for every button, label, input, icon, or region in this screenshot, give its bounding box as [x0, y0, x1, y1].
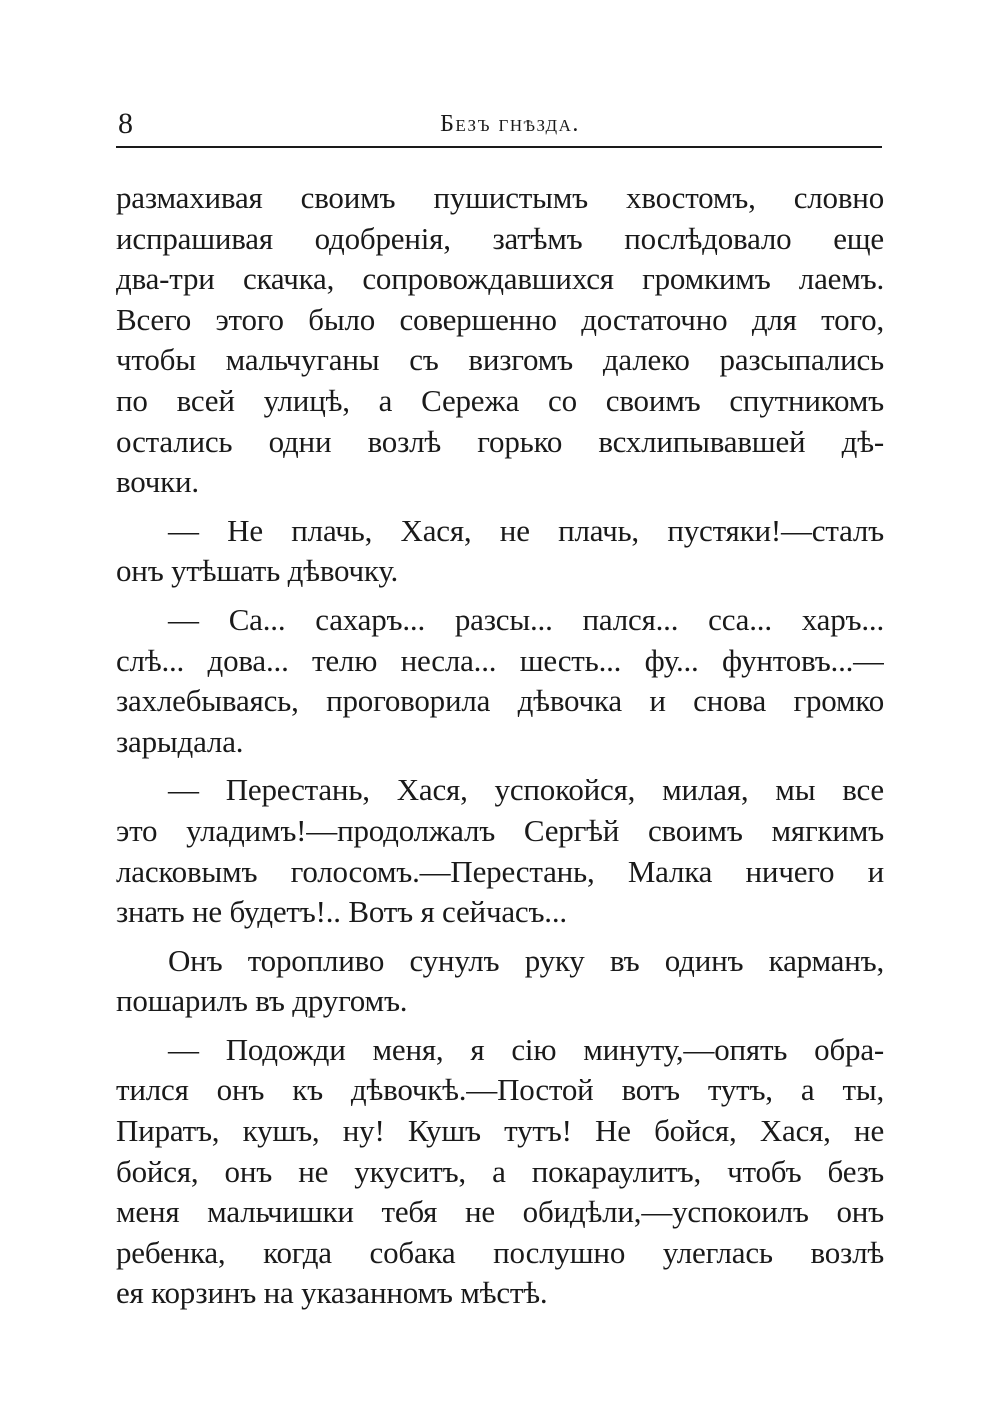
- text-line: тился онъ къ дѣвочкѣ.—Постой вотъ тутъ, а ты,: [116, 1072, 884, 1108]
- text-line: — Не плачь, Хася, не плачь, пустяки!—сталъ: [168, 512, 884, 548]
- text-line: размахивая своимъ пушистымъ хвостомъ, словно: [116, 180, 884, 215]
- paragraph: [116, 941, 884, 1022]
- text-line: зарыдала.: [116, 723, 244, 759]
- paragraph-gap: [116, 503, 884, 511]
- text-line: пошарилъ въ другомъ.: [116, 983, 408, 1019]
- page-number: 8: [118, 107, 133, 140]
- text-line: онъ утѣшать дѣвочку.: [116, 553, 399, 589]
- text-line: ея корзинъ на указанномъ мѣстѣ.: [116, 1275, 548, 1311]
- paragraph: [116, 178, 884, 503]
- text-line: бойся, онъ не укуситъ, а покараулитъ, чтобъ безъ: [116, 1153, 884, 1189]
- text-line: захлебываясь, проговорила дѣвочка и снова громко: [116, 683, 884, 719]
- paragraph: [116, 600, 884, 762]
- paragraph: [116, 511, 884, 592]
- paragraph: [116, 1030, 884, 1314]
- text-line: остались одни возлѣ горько всхлипывавшей дѣ-: [116, 423, 884, 459]
- paragraph-gap: [116, 592, 884, 600]
- text-line: меня мальчишки тебя не обидѣли,—успокоилъ онъ: [116, 1194, 884, 1230]
- text-line: ребенка, когда собака послушно улеглась возлѣ: [116, 1234, 884, 1270]
- text-line: по всей улицѣ, а Сережа со своимъ спутникомъ: [116, 382, 884, 418]
- text-line: знать не будетъ!.. Вотъ я сейчасъ...: [116, 894, 567, 930]
- text-line: слѣ... дова... телю несла... шесть... фу... фунтовъ...—: [116, 642, 884, 678]
- paragraph-gap: [116, 1022, 884, 1030]
- text-line: испрашивая одобренія, затѣмъ послѣдовало еще: [116, 220, 884, 256]
- body-text: [116, 178, 884, 1314]
- page-header: [116, 104, 884, 144]
- text-line: вочки.: [116, 464, 199, 500]
- text-line: чтобы мальчуганы съ визгомъ далеко разсыпались: [116, 342, 884, 378]
- text-line: — Са... сахаръ... разсы... пался... сса... харъ...: [168, 601, 884, 637]
- text-line: это уладимъ!—продолжалъ Сергѣй своимъ мягкимъ: [116, 812, 884, 848]
- paragraph-gap: [116, 762, 884, 770]
- text-line: два-три скачка, сопровождавшихся громкимъ лаемъ.: [116, 261, 884, 297]
- text-line: — Перестань, Хася, успокойся, милая, мы все: [168, 772, 884, 808]
- text-line: Онъ торопливо сунулъ руку въ одинъ карманъ,: [168, 942, 884, 978]
- text-line: ласковымъ голосомъ.—Перестань, Малка ничего и: [116, 853, 884, 889]
- text-line: — Подожди меня, я сію минуту,—опять обра-: [168, 1031, 884, 1067]
- paragraph: [116, 770, 884, 932]
- text-line: Пиратъ, кушъ, ну! Кушъ тутъ! Не бойся, Хася, не: [116, 1113, 884, 1149]
- header-rule: [116, 146, 882, 148]
- running-title: Безъ гнѣзда.: [440, 111, 580, 137]
- paragraph-gap: [116, 933, 884, 941]
- text-line: Всего этого было совершенно достаточно для того,: [116, 301, 884, 337]
